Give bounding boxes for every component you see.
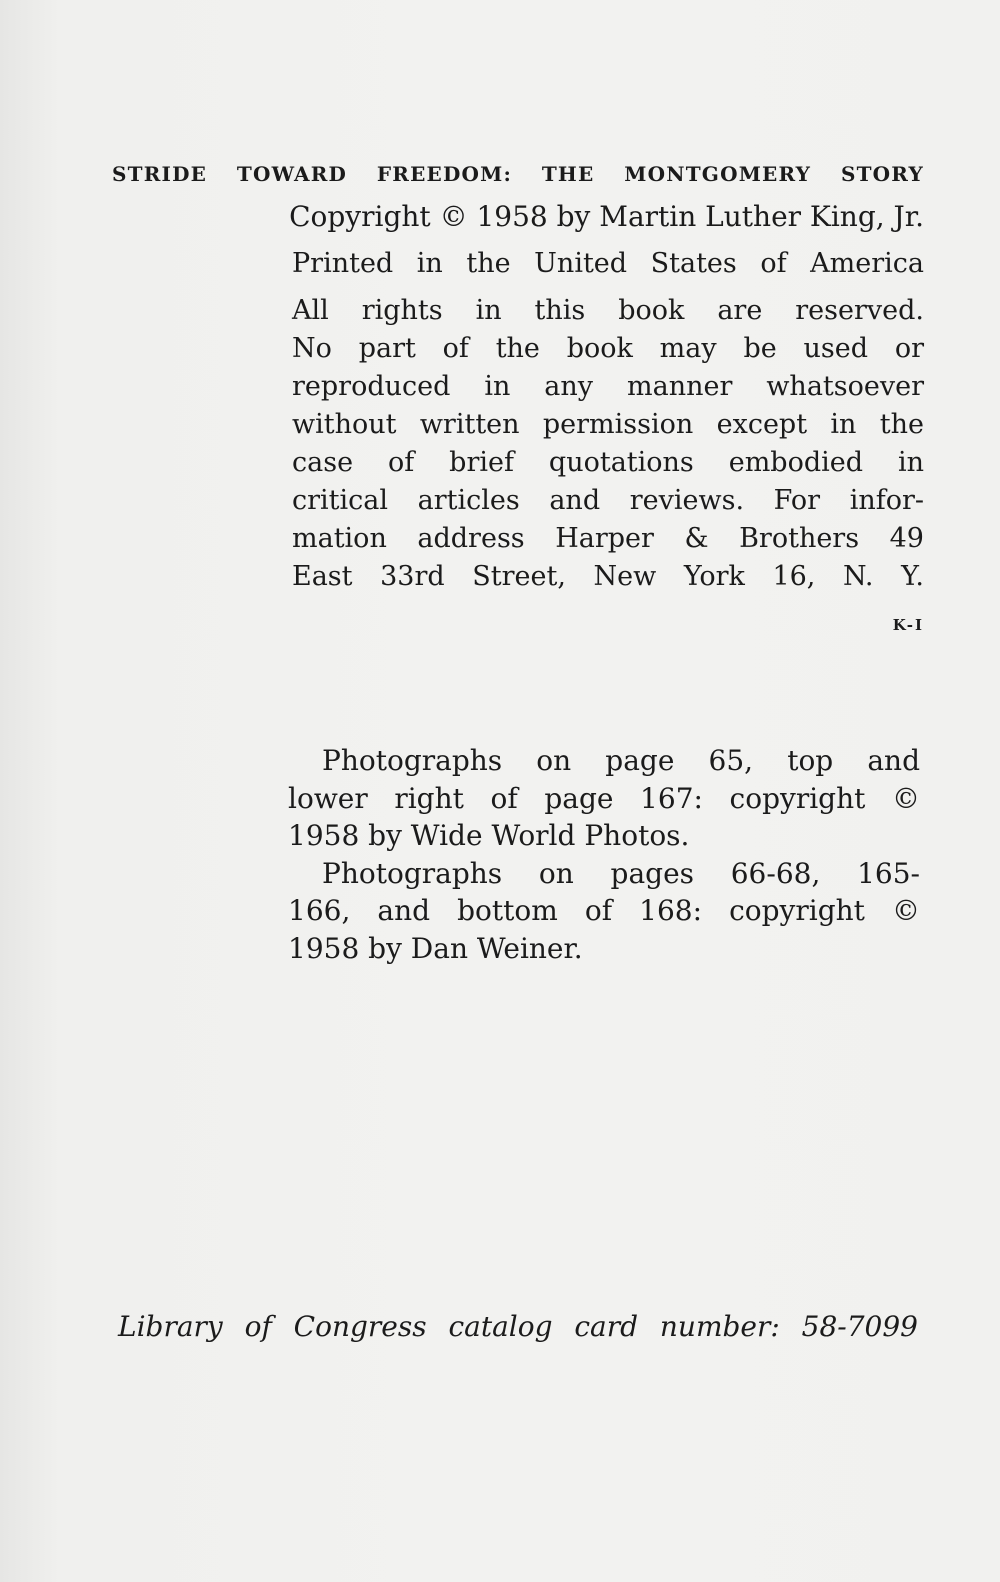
rights-line: case of brief quotations embodied in — [292, 447, 924, 478]
rights-line: No part of the book may be used or — [292, 333, 924, 364]
photo-credit-line: lower right of page 167: copyright © — [288, 781, 920, 815]
rights-line: without written permission except in the — [292, 409, 924, 440]
rights-line: All rights in this book are reserved. — [292, 295, 924, 326]
photo-credit-line: Photographs on pages 66-68, 165- — [322, 856, 920, 890]
photo-credits — [288, 742, 920, 967]
photo-credit-line: 166, and bottom of 168: copyright © — [288, 894, 920, 927]
photo-credit-line: Photographs on page 65, top and — [322, 744, 920, 777]
book-title: STRIDE TOWARD FREEDOM: THE MONTGOMERY STORY — [112, 162, 924, 186]
copyright-line: Copyright © 1958 by Martin Luther King, Jr. — [289, 200, 924, 233]
printing-code: K-I — [892, 616, 924, 634]
photo-credit-line: 1958 by Dan Weiner. — [288, 931, 583, 965]
rights-line: mation address Harper & Brothers 49 — [292, 523, 924, 554]
rights-notice — [292, 292, 924, 596]
rights-line: reproduced in any manner whatsoever — [292, 371, 924, 402]
photo-credit-line: 1958 by Wide World Photos. — [288, 819, 690, 852]
printed-in-line: Printed in the United States of America — [292, 248, 924, 279]
rights-line: critical articles and reviews. For infor- — [292, 485, 924, 516]
rights-line: East 33rd Street, New York 16, N. Y. — [292, 561, 924, 592]
library-of-congress-line: Library of Congress catalog card number: 58-7099 — [118, 1310, 918, 1343]
